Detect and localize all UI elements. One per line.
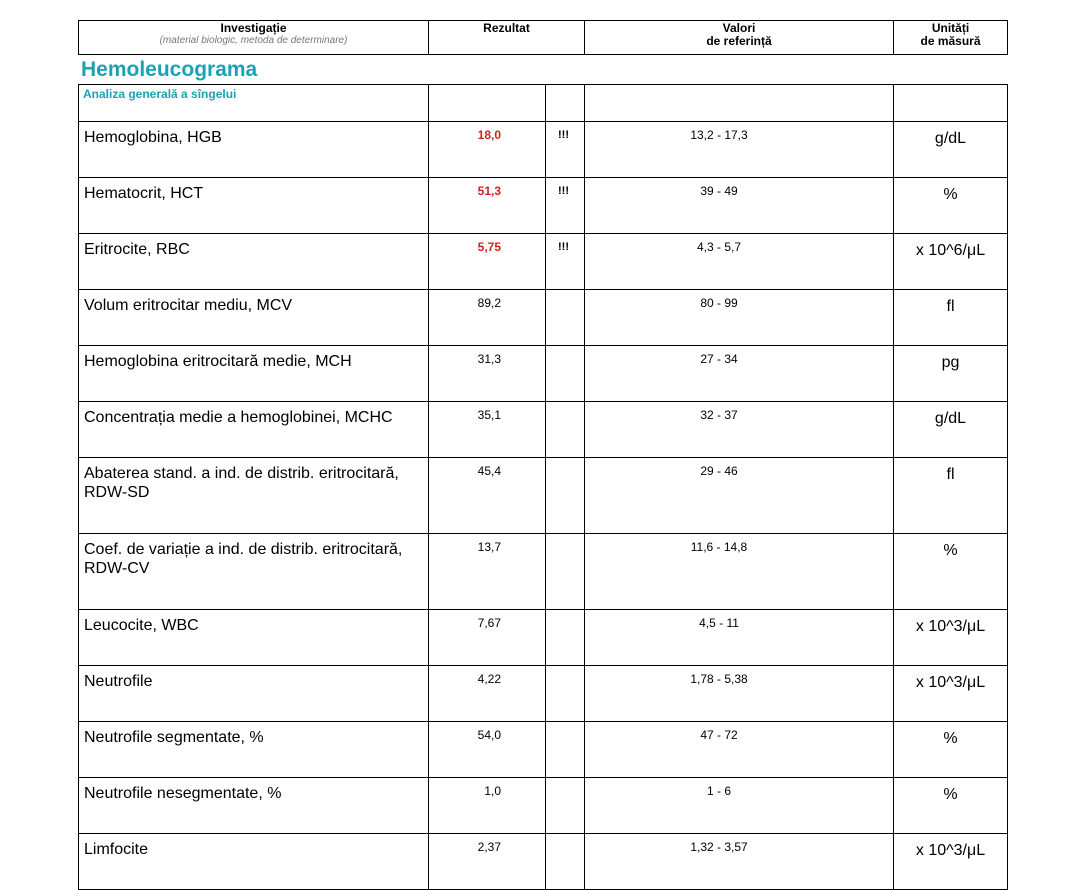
- unit-of-measure: x 10^3/μL: [894, 610, 1008, 666]
- test-name: Eritrocite, RBC: [79, 234, 429, 290]
- reference-range: 27 - 34: [585, 346, 894, 402]
- empty-cell: [894, 85, 1008, 122]
- unit-of-measure: x 10^3/μL: [894, 834, 1008, 890]
- test-result: 89,2: [429, 290, 546, 346]
- unit-of-measure: %: [894, 534, 1008, 610]
- header-investigation-sublabel: (material biologic, metoda de determinare): [159, 35, 348, 46]
- reference-range: 1 - 6: [585, 778, 894, 834]
- reference-range: 80 - 99: [585, 290, 894, 346]
- unit-of-measure: fl: [894, 290, 1008, 346]
- test-result: 7,67: [429, 610, 546, 666]
- test-name: Hematocrit, HCT: [79, 178, 429, 234]
- header-reference-line2: de referință: [706, 34, 772, 48]
- header-units-line2: de măsură: [920, 34, 981, 48]
- test-name: Limfocite: [79, 834, 429, 890]
- unit-of-measure: g/dL: [894, 402, 1008, 458]
- test-name: Hemoglobina, HGB: [79, 122, 429, 178]
- test-name: Volum eritrocitar mediu, MCV: [79, 290, 429, 346]
- reference-range: 13,2 - 17,3: [585, 122, 894, 178]
- group-label: Analiza generală a sîngelui: [79, 85, 429, 122]
- header-units-line1: Unități: [931, 21, 970, 35]
- empty-cell: [429, 85, 546, 122]
- test-result: 5,75: [429, 234, 546, 290]
- abnormal-flag: [546, 458, 585, 534]
- header-units: [894, 21, 1008, 55]
- unit-of-measure: pg: [894, 346, 1008, 402]
- test-result: 13,7: [429, 534, 546, 610]
- abnormal-flag: !!!: [546, 234, 585, 290]
- unit-of-measure: %: [894, 722, 1008, 778]
- test-result: 51,3: [429, 178, 546, 234]
- table-row: [79, 458, 1008, 534]
- abnormal-flag: [546, 610, 585, 666]
- reference-range: 1,78 - 5,38: [585, 666, 894, 722]
- header-reference-line1: Valori: [722, 21, 756, 35]
- table-row: [79, 610, 1008, 666]
- reference-range: 11,6 - 14,8: [585, 534, 894, 610]
- table-row: [79, 666, 1008, 722]
- reference-range: 39 - 49: [585, 178, 894, 234]
- test-result: 4,22: [429, 666, 546, 722]
- table-row: [79, 834, 1008, 890]
- test-result: 18,0: [429, 122, 546, 178]
- abnormal-flag: [546, 402, 585, 458]
- empty-cell: [546, 85, 585, 122]
- group-row: [79, 85, 1008, 122]
- header-investigation: [79, 21, 429, 55]
- abnormal-flag: [546, 666, 585, 722]
- table-row: [79, 534, 1008, 610]
- header-reference: [585, 21, 894, 55]
- test-result: 45,4: [429, 458, 546, 534]
- table-row: [79, 234, 1008, 290]
- abnormal-flag: !!!: [546, 122, 585, 178]
- table-row: [79, 722, 1008, 778]
- unit-of-measure: %: [894, 178, 1008, 234]
- test-name: Concentrația medie a hemoglobinei, MCHC: [79, 402, 429, 458]
- header-result-label: Rezultat: [483, 21, 530, 35]
- test-result: 1,0: [429, 778, 546, 834]
- results-table: [78, 84, 1008, 890]
- empty-cell: [585, 85, 894, 122]
- abnormal-flag: [546, 346, 585, 402]
- abnormal-flag: !!!: [546, 178, 585, 234]
- test-name: Neutrofile nesegmentate, %: [79, 778, 429, 834]
- section-title: Hemoleucograma: [81, 58, 258, 81]
- abnormal-flag: [546, 722, 585, 778]
- test-name: Hemoglobina eritrocitară medie, MCH: [79, 346, 429, 402]
- unit-of-measure: x 10^3/μL: [894, 666, 1008, 722]
- test-result: 2,37: [429, 834, 546, 890]
- test-name: Leucocite, WBC: [79, 610, 429, 666]
- unit-of-measure: fl: [894, 458, 1008, 534]
- table-row: [79, 346, 1008, 402]
- table-row: [79, 778, 1008, 834]
- column-header-table: [78, 20, 1008, 55]
- test-name: Abaterea stand. a ind. de distrib. eritrocitară, RDW-SD: [79, 458, 429, 534]
- reference-range: 47 - 72: [585, 722, 894, 778]
- table-row: [79, 122, 1008, 178]
- test-name: Neutrofile: [79, 666, 429, 722]
- header-investigation-label: Investigație: [220, 21, 287, 35]
- test-name: Neutrofile segmentate, %: [79, 722, 429, 778]
- unit-of-measure: x 10^6/μL: [894, 234, 1008, 290]
- reference-range: 1,32 - 3,57: [585, 834, 894, 890]
- test-name: Coef. de variație a ind. de distrib. eritrocitară, RDW-CV: [79, 534, 429, 610]
- unit-of-measure: g/dL: [894, 122, 1008, 178]
- test-result: 35,1: [429, 402, 546, 458]
- reference-range: 32 - 37: [585, 402, 894, 458]
- abnormal-flag: [546, 834, 585, 890]
- test-result: 31,3: [429, 346, 546, 402]
- reference-range: 29 - 46: [585, 458, 894, 534]
- abnormal-flag: [546, 290, 585, 346]
- reference-range: 4,3 - 5,7: [585, 234, 894, 290]
- header-result: [429, 21, 585, 55]
- table-row: [79, 402, 1008, 458]
- abnormal-flag: [546, 778, 585, 834]
- unit-of-measure: %: [894, 778, 1008, 834]
- reference-range: 4,5 - 11: [585, 610, 894, 666]
- test-result: 54,0: [429, 722, 546, 778]
- table-row: [79, 178, 1008, 234]
- abnormal-flag: [546, 534, 585, 610]
- table-row: [79, 290, 1008, 346]
